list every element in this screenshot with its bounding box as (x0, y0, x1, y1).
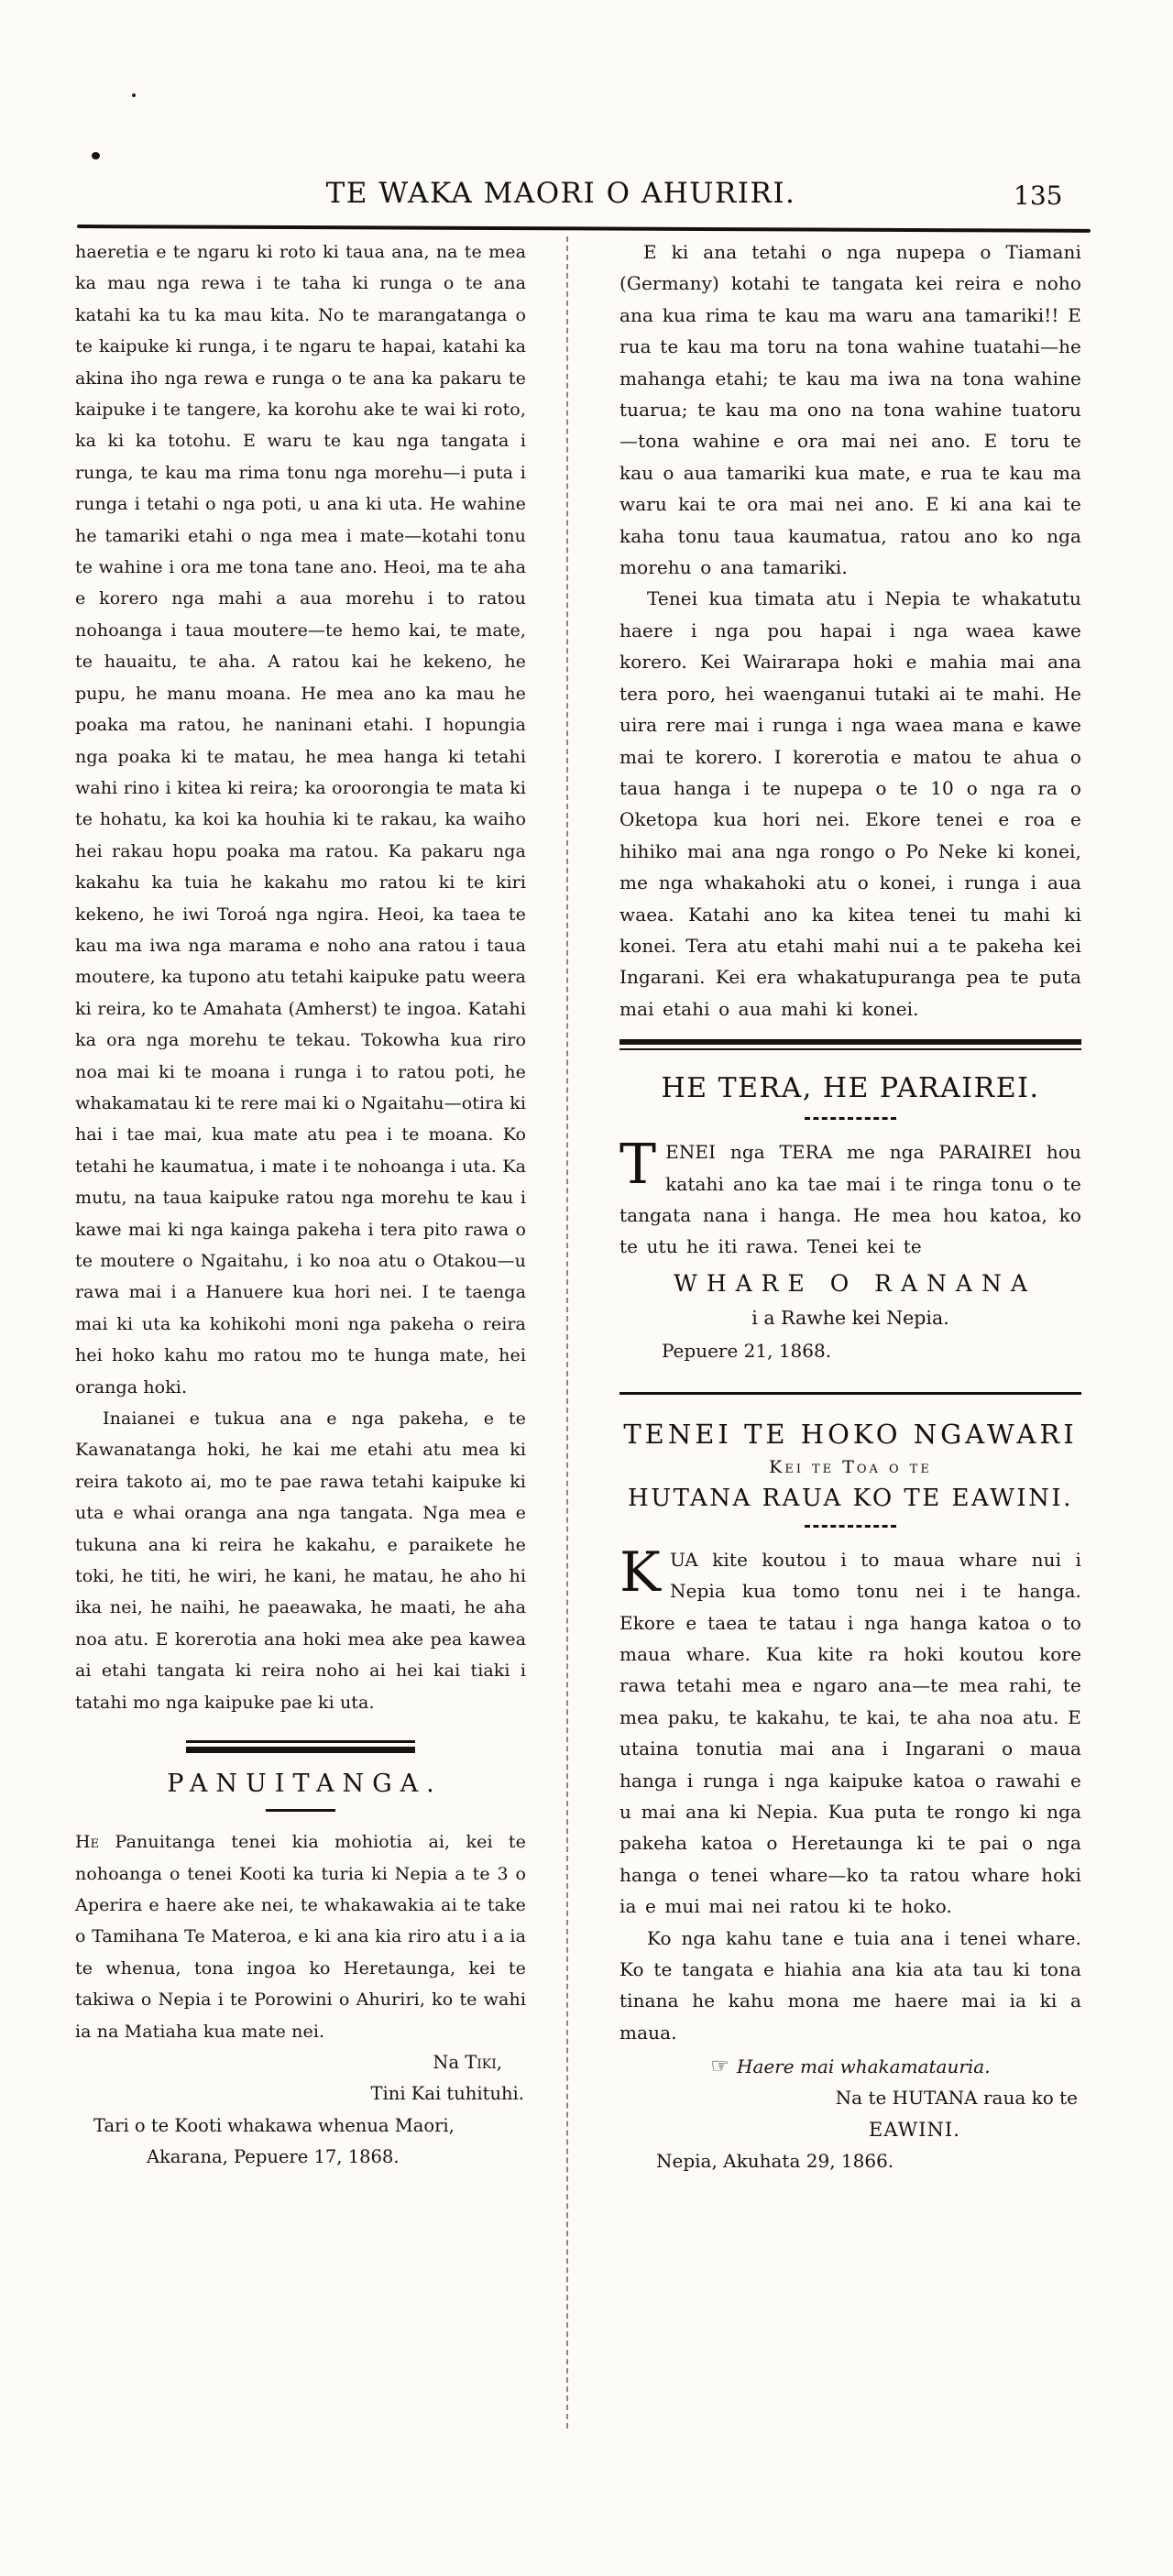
notice-heading-rule (266, 1809, 335, 1812)
ad-hoko-heading-rule (805, 1525, 896, 1528)
page-number: 135 (1014, 181, 1063, 211)
ad-hoko-paragraph2: Ko nga kahu tane e tuia ana i tenei whare. Ko te tangata e hiahia ana kia ata tau ki tona tinana he kahu mona me haere mai ia ki a maua. (619, 1926, 1081, 2044)
left-paragraph-supplies: Inaianei e tukua ana e nga pakeha, e te Kawanatanga hoki, he kai me etahi atu mea ki reira takoto ai, mo te pae rawa tetahi kaipuke ki uta e whai oranga ana nga tangata. Nga mea e tukuna ana ki reira he kakahu, e paraikete he toki, he titi, he wiri, he kani, he matau, he aho hi ika nei, he naihi, he paeawaka, he maati, he aha noa atu. E korerotia ana hoki mea ake pea kawea ai etahi tangata ki reira noho ai hei kai tiaki i tatahi mo nga kaipuke pae ki uta. (75, 1409, 526, 1713)
notice-lead-smallcaps: He (75, 1832, 100, 1853)
notice-heading: PANUITANGA. (167, 1770, 443, 1799)
column-divider-rule (566, 236, 568, 2428)
ink-speck-small (132, 93, 136, 97)
pointing-hand-icon: ☞ (710, 2055, 730, 2079)
section-single-rule (619, 1392, 1081, 1395)
left-paragraph-shipwreck: haeretia e te ngaru ki roto ki taua ana, na te mea ka mau nga rewa i te taha ki runga o te ana katahi ka tu ka mau kita. No te marangatanga o te kaipuke ki runga, i te ngaru te hapai, katahi ka akina iho nga rewa e runga o te ana ka pakaru te kaipuke i te tangere, ka korohu ake te wai ki roto, ka ki ka totohu. E waru te kau nga tangata i runga, te kau ma rima tonu nga morehu—i puta i runga i tetahi o nga poti, u ana ki uta. He wahine he tamariki etahi o nga mea i mate—kotahi tonu te wahine i ora me tona tane ano. Heoi, ma te aha e korero nga mahi a aua morehu i to ratou nohoanga i taua moutere—te hemo kai, te mate, te hauaitu, te aha. A ratou kai he kekeno, he pupu, he manu moana. He mea ano ka mau he poaka ma ratou, he naninani etahi. I hopungia nga poaka ki te matau, he mea hanga ki tetahi wahi rino i kitea ki reira; ka oroorongia te mata ki te hohatu, ka koi ka houhia ki te rakau, ka waiho hei rakau hopu poaka ma ratou. Ka pakaru nga kakahu ka tuia he kakahu mo ratou ki te kiri kekeno, he iwi Toroá nga ngira. Heoi, ka taea te kau ma iwa nga marama e noho ana ratou i taua moutere, ka tupono atu tetahi kaipuke patu weera ki reira, ko te Amahata (Amherst) te ingoa. Katahi ka ora nga morehu te tekau. Tokowha kua riro noa mai ki te moana i runga i to ratou poti, he whakamatau ki te rere mai ki o Ngaitahu—otira ki hai i tae mai, kua mate atu pea i te moana. Ko tetahi he kaumatua, i mate i te nohoanga i uta. Ka mutu, na taua kaipuke ratou nga morehu te kau i kawe mai ki nga kainga pakeha i tera pito rawa o te moutere o Ngaitahu, i ko noa atu o Otakou—u rawa mai i a Hanuere kua hori nei. I te taenga mai ki uta ka kohikohi moni nga pakeha o reira hei hoko kahu mo ratou mo te hunga mate, hei oranga hoki. (75, 242, 526, 1398)
ad-hoko-heading-line1: TENEI TE HOKO NGAWARI (623, 1418, 1078, 1450)
ad-hoko-body (619, 1540, 1081, 1923)
masthead-title: TE WAKA MAORI O AHURIRI. (325, 177, 796, 210)
ad-tera-date: Pepuere 21, 1868. (662, 1339, 832, 1362)
ad-hoko-signature-line2: EAWINI. (869, 2118, 960, 2141)
double-rule-thick (619, 1039, 1081, 1045)
drop-cap-t: T (619, 1133, 657, 1198)
notice-signature-role: Tini Kai tuhituhi. (370, 2083, 524, 2105)
section-double-rule (186, 1740, 415, 1753)
ad-hoko-tagline-text: Haere mai whakamatauria. (737, 2055, 991, 2078)
ad-tera-body-text: ENEI nga TERA me nga PARAIREI hou katahi ano ka tae mai i te ringa tonu o te tangata nana i hanga. He mea hou katoa, ko te utu he iti rawa. Tenei kei te (619, 1141, 1081, 1258)
masthead-rule (77, 225, 1091, 233)
signature-prefix: Na (433, 2051, 466, 2073)
double-rule-thick (186, 1747, 415, 1753)
ad-hoko-tagline (619, 2051, 1081, 2082)
left-column (75, 236, 526, 2174)
news-paragraph-telegraph: Tenei kua timata atu i Nepia te whakatutu haere i nga pou hapai i nga waea kawe korero. Kei Wairarapa hoki e mahia mai ana tera poro, hei waenganui tutaki ai te mahi. He uira rere mai i runga i nga waea mana e kawe mai te korero. I korerotia e matou te ahua o taua hanga i te nupepa o te 10 o nga ra o Oketopa kua hori nei. Ekore tenei e roa e hihiko mai ana nga rongo o Po Neke ki konei, me nga whakahoki atu o konei, i runga i aua waea. Katahi ano ka kitea tenei tu mahi ki konei. Tera atu etahi mahi nui a te pakeha kei Ingarani. Kei era whakatupuranga pea te puta mai etahi o aua mahi ki konei. (619, 587, 1081, 1020)
ad-tera-house-name: WHARE O RANANA (674, 1269, 1036, 1297)
section-double-rule (619, 1039, 1081, 1050)
double-rule-thin (186, 1740, 415, 1743)
notice-signature (75, 2047, 526, 2078)
ad-tera-agent-line: i a Rawhe kei Nepia. (751, 1306, 949, 1329)
notice-office-line: Tari o te Kooti whakawa whenua Maori, (93, 2114, 455, 2136)
ad-hoko-body-text: UA kite koutou i to maua whare nui i Nepia kua tomo tonu nei i te hanga. Ekore e taea te tatau i nga hanga katoa o to maua whare. Kua kite ra hoki koutou kore rawa tetahi mea e ngaro ana—te mea rahi, te mea paku, te kakahu, te kai, te aha noa atu. E utaina tonutia mai ana i Ingarani o maua hanga i runga i nga kaipuke katoa o rawahi e u mai ana ki Nepia. Kua puta te rongo ki nga pakeha katoa o Heretaunga ki te pai o nga hanga o tenei whare—ko ta ratou whare hoki ia e mui mai nei ratou ki te hoko. (619, 1548, 1081, 1918)
notice-body (75, 1826, 526, 2047)
ad-tera-heading: HE TERA, HE PARAIREI. (661, 1072, 1040, 1105)
ink-speck-large (92, 152, 100, 159)
ad-hoko-dateline: Nepia, Akuhata 29, 1866. (656, 2150, 894, 2173)
ad-hoko-signature-line1: Na te HUTANA raua ko te (835, 2087, 1078, 2110)
signature-name: Tiki, (465, 2051, 502, 2073)
ad-tera-heading-rule (805, 1117, 896, 1120)
drop-cap-k: K (619, 1540, 661, 1605)
notice-dateline: Akarana, Pepuere 17, 1868. (147, 2146, 400, 2168)
ad-hoko-heading-line3: HUTANA RAUA KO TE EAWINI. (628, 1484, 1073, 1512)
news-paragraph-germany: E ki ana tetahi o nga nupepa o Tiamani (Germany) kotahi te tangata kei reira e noho ana kua rima te kau ma waru ana tamariki!! E rua te kau ma toru na tona wahine tuatahi—he mahanga etahi; te kau ma iwa na tona wahine tuarua; te kau ma ono na tona wahine tuatoru—tona wahine e ora mai nei ano. E toru te kau o aua tamariki kua mate, e rua te kau ma waru kai te ora mai nei ano. E ki ana kai te kaha tonu taua kaumatua, ratou ano ko nga morehu o ana tamariki. (619, 241, 1081, 579)
double-rule-thin (619, 1048, 1081, 1050)
notice-body-text: Panuitanga tenei kia mohiotia ai, kei te nohoanga o tenei Kooti ka turia ki Nepia a te 3 o Aperira e haere ake nei, te whakawakia ai te take o Tamihana Te Materoa, e ki ana kia riro atu i a ia te whenua, tona ingoa ko Heretaunga, kei te takiwa o Nepia i te Porowini o Ahuriri, ko te wahi ia na Matiaha kua mate nei. (75, 1832, 526, 2042)
ad-tera-body (619, 1133, 1081, 1263)
ad-hoko-heading-line2: Kei te Toa o te (769, 1456, 932, 1477)
right-column (619, 236, 1081, 2177)
